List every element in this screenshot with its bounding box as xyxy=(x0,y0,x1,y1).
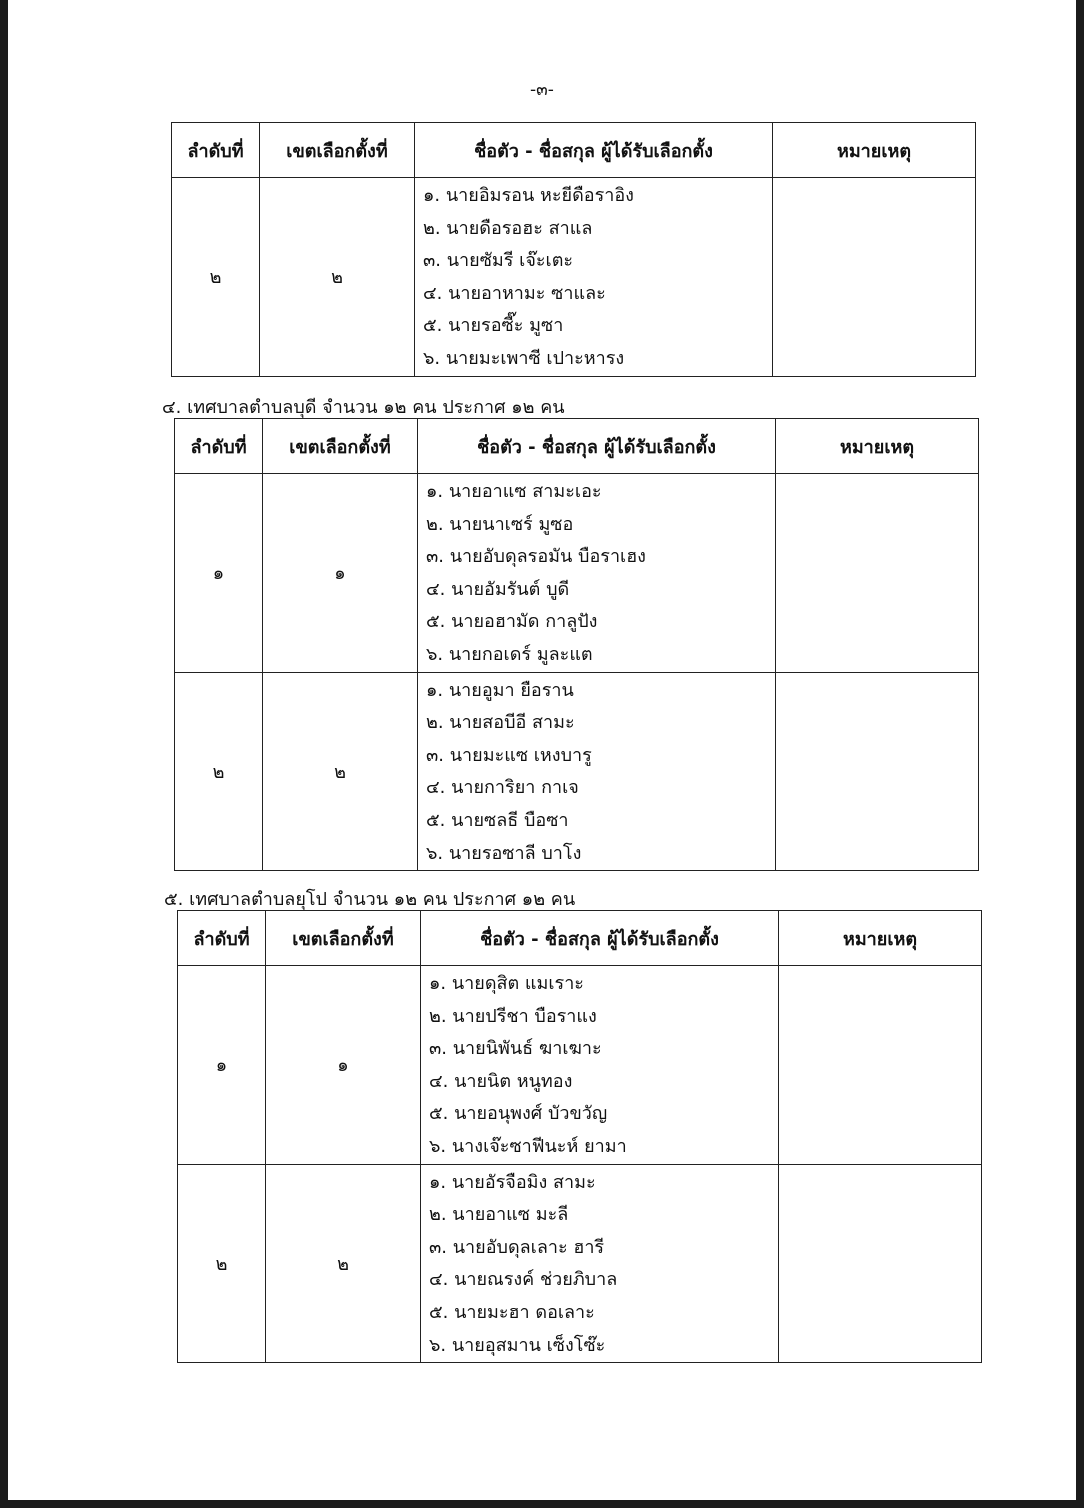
elected-name: ๑. นายดุสิต แมเราะ xyxy=(429,973,584,994)
note-cell xyxy=(776,474,979,673)
elected-name: ๔. นายณรงค์ ช่วยภิบาล xyxy=(429,1269,618,1291)
header-note: หมายเหตุ xyxy=(779,911,982,966)
header-district: เขตเลือกตั้งที่ xyxy=(260,123,415,178)
header-order: ลำดับที่ xyxy=(175,419,263,474)
header-order: ลำดับที่ xyxy=(172,123,260,178)
header-names: ชื่อตัว - ชื่อสกุล ผู้ได้รับเลือกตั้ง xyxy=(415,123,773,178)
elected-name: ๒. นายอาแซ มะลี xyxy=(429,1204,569,1226)
district-cell: ๒ xyxy=(260,178,415,377)
note-cell xyxy=(779,966,982,1165)
note-cell xyxy=(773,178,976,377)
elected-name: ๒. นายดือรอฮะ สาแล xyxy=(423,217,593,239)
names-cell xyxy=(415,178,773,377)
names-cell xyxy=(418,672,776,871)
document-page xyxy=(8,0,1076,1500)
results-table-budi xyxy=(174,418,979,871)
header-names: ชื่อตัว - ชื่อสกุล ผู้ได้รับเลือกตั้ง xyxy=(421,911,779,966)
elected-name: ๖. นายอุสมาน เซ็งโซ๊ะ xyxy=(429,1334,606,1356)
elected-name: ๒. นายนาเซร์ มูซอ xyxy=(426,513,574,535)
elected-name: ๓. นายนิพันธ์ ฆาเฆาะ xyxy=(429,1038,602,1060)
order-cell: ๒ xyxy=(175,672,263,871)
elected-name: ๓. นายอับดุลเลาะ ฮารี xyxy=(429,1236,605,1258)
district-cell: ๑ xyxy=(263,474,418,673)
table-header-row xyxy=(172,123,976,178)
elected-name: ๑. นายอูมา ยือราน xyxy=(426,679,574,701)
table-row xyxy=(178,1164,982,1363)
names-cell xyxy=(421,1164,779,1363)
district-cell: ๒ xyxy=(266,1164,421,1363)
elected-name: ๖. นางเจ๊ะซาฟีนะห์ ยามา xyxy=(429,1135,627,1157)
elected-name: ๕. นายอนุพงศ์ บัวขวัญ xyxy=(429,1103,608,1125)
elected-name: ๕. นายอฮามัด กาลูปัง xyxy=(426,611,598,633)
header-order: ลำดับที่ xyxy=(178,911,266,966)
table-row xyxy=(175,474,979,673)
elected-name: ๑. นายอิมรอน หะยีดือราอิง xyxy=(423,185,634,206)
elected-name: ๔. นายนิต หนูทอง xyxy=(429,1070,573,1092)
elected-name: ๖. นายมะเพาซี เปาะหารง xyxy=(423,347,625,369)
elected-name: ๒. นายปรีชา บือราแง xyxy=(429,1005,597,1027)
table-row xyxy=(172,178,976,377)
elected-name: ๕. นายรอซี๊ะ มูซา xyxy=(423,315,564,337)
elected-name: ๓. นายมะแซ เหงบารู xyxy=(426,744,592,766)
names-cell xyxy=(418,474,776,673)
header-district: เขตเลือกตั้งที่ xyxy=(266,911,421,966)
names-cell xyxy=(421,966,779,1165)
elected-name: ๑. นายอัรจือมิง สามะ xyxy=(429,1171,596,1193)
order-cell: ๒ xyxy=(178,1164,266,1363)
elected-name: ๒. นายสอบีอี สามะ xyxy=(426,712,575,734)
table-header-row xyxy=(175,419,979,474)
elected-name: ๓. นายอับดุลรอมัน บือราเฮง xyxy=(426,546,646,568)
elected-name: ๖. นายรอซาลี บาโง xyxy=(426,842,582,864)
elected-name: ๔. นายอาหามะ ซาและ xyxy=(423,282,606,304)
page-number: -๓- xyxy=(530,80,554,100)
header-note: หมายเหตุ xyxy=(776,419,979,474)
note-cell xyxy=(776,672,979,871)
table-row xyxy=(175,672,979,871)
elected-name: ๕. นายซลธี บือซา xyxy=(426,809,569,831)
district-cell: ๑ xyxy=(266,966,421,1165)
table-row xyxy=(178,966,982,1165)
header-names: ชื่อตัว - ชื่อสกุล ผู้ได้รับเลือกตั้ง xyxy=(418,419,776,474)
district-cell: ๒ xyxy=(263,672,418,871)
order-cell: ๑ xyxy=(175,474,263,673)
results-table-yupo xyxy=(177,910,982,1363)
order-cell: ๒ xyxy=(172,178,260,377)
section-title-yupo: ๕. เทศบาลตำบลยุโป จำนวน ๑๒ คน ประกาศ ๑๒ คน xyxy=(164,889,576,910)
header-note: หมายเหตุ xyxy=(773,123,976,178)
order-cell: ๑ xyxy=(178,966,266,1165)
results-table-1 xyxy=(171,122,976,377)
elected-name: ๓. นายซัมรี เจ๊ะเตะ xyxy=(423,250,574,272)
header-district: เขตเลือกตั้งที่ xyxy=(263,419,418,474)
elected-name: ๑. นายอาแซ สามะเอะ xyxy=(426,481,602,502)
elected-name: ๕. นายมะฮา ดอเลาะ xyxy=(429,1301,595,1323)
elected-name: ๖. นายกอเดร์ มูละแต xyxy=(426,643,593,665)
section-title-budi: ๔. เทศบาลตำบลบุดี จำนวน ๑๒ คน ประกาศ ๑๒ คน xyxy=(162,397,565,418)
note-cell xyxy=(779,1164,982,1363)
elected-name: ๔. นายอัมรันต์ บูดี xyxy=(426,578,570,600)
elected-name: ๔. นายการิยา กาเจ xyxy=(426,777,579,799)
table-header-row xyxy=(178,911,982,966)
